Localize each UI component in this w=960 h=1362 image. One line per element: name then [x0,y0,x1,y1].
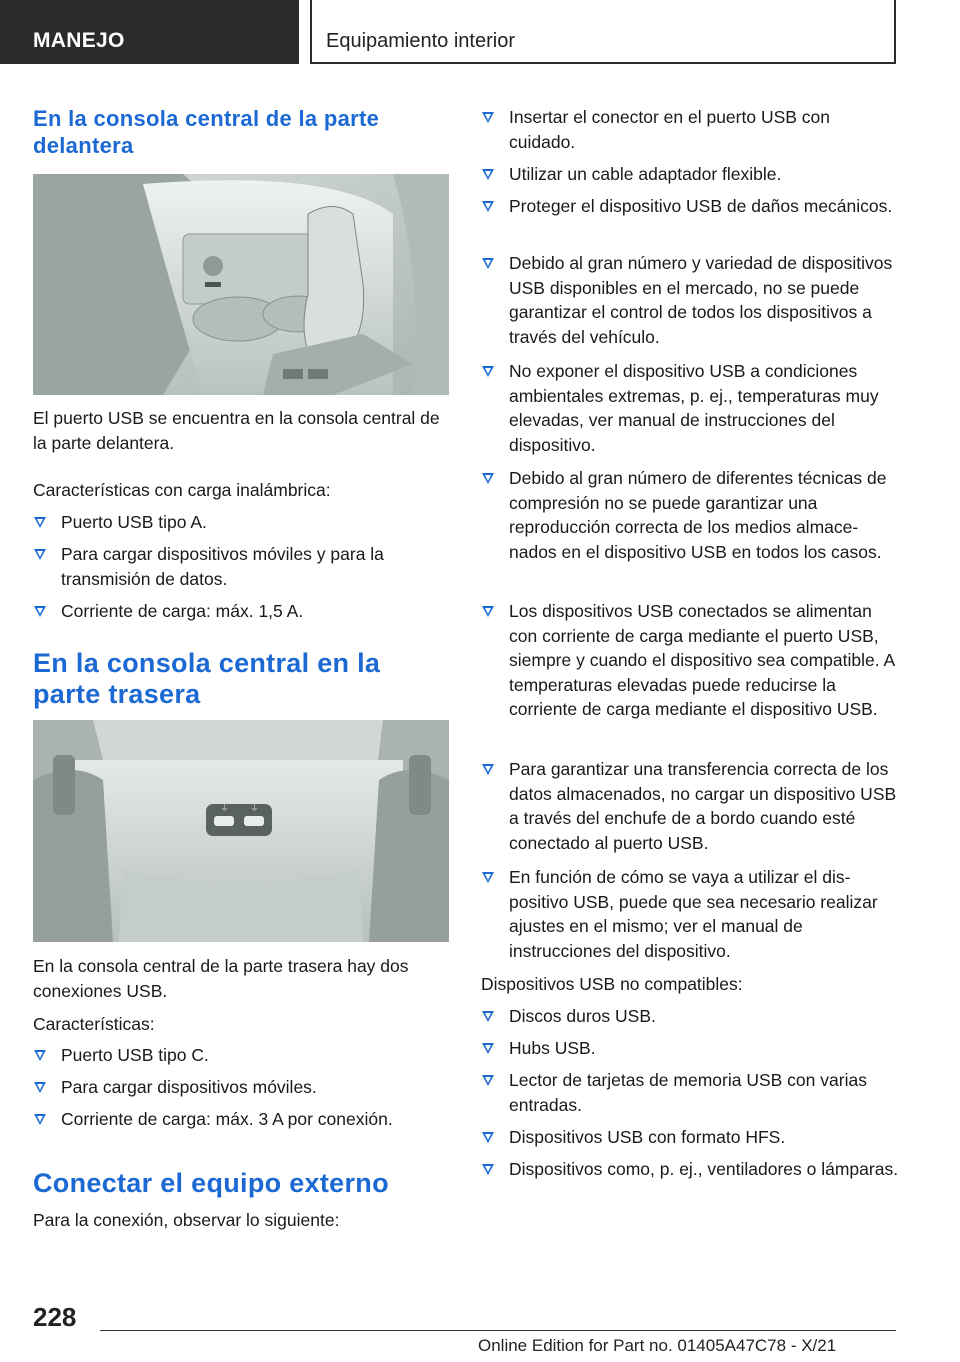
header-chapter-box [310,0,896,64]
list-item: Dispositivos como, p. ej., ventiladores o lámparas. [481,1157,899,1182]
bullet-triangle-icon [482,1075,494,1086]
footer-edition-text: Online Edition for Part no. 01405A47C78 - X/21 [478,1336,837,1355]
rear-console-drawing [33,720,449,942]
list-item: Discos duros USB. [481,1004,899,1029]
list-item: No exponer el dispositivo USB a condiciones ambientales extremas, p. ej., temperaturas muy elevadas, ver manual de instrucciones del dispositivo. [481,359,899,457]
list-item: En función de cómo se vaya a utilizar el dispositivo USB, puede que sea necesario realizar ajustes en el mismo; ver el manual de instrucciones del dispositivo. [481,865,899,963]
list-item: Hubs USB. [481,1036,899,1061]
bullet-triangle-icon [482,606,494,617]
list-item: Utilizar un cable adaptador flexible. [481,162,899,187]
connect-device-intro: Para la conexión, observar lo siguiente: [33,1210,340,1230]
rear-usb-heading: En la consola central en la parte trasera [33,648,381,709]
page-number: 228 [33,1302,77,1332]
svg-text:⏚: ⏚ [250,804,260,814]
bullet-triangle-icon [482,258,494,269]
list-item: Para cargar dispositivos móviles. [33,1075,449,1100]
list-item: Proteger el dispositivo USB de daños mecánicos. [481,194,899,219]
list-item: Debido al gran número de diferentes técnicas de compresión no se puede garantizar una reproducción correcta de los medios almacenados en el dispositivo USB en todos los casos. [481,466,899,564]
list-item: Puerto USB tipo C. [33,1043,449,1068]
list-item: Corriente de carga: máx. 1,5 A. [33,599,449,624]
bullet-triangle-icon [34,1082,46,1093]
bullet-triangle-icon [482,201,494,212]
header-chapter-label: Equipamiento interior [326,30,515,52]
svg-text:⏚: ⏚ [220,804,230,814]
bullet-triangle-icon [482,1043,494,1054]
bullet-triangle-icon [34,549,46,560]
header-section-tab [0,0,299,64]
bullet-triangle-icon [34,517,46,528]
list-item: Lector de tarjetas de memoria USB con varias entradas. [481,1068,899,1117]
bullet-triangle-icon [482,112,494,123]
footer-divider [100,1330,896,1331]
list-item: Insertar el conector en el puerto USB con cuidado. [481,105,899,154]
header-section-label: MANEJO [33,29,125,52]
front-console-drawing [33,174,449,395]
bullet-triangle-icon [34,606,46,617]
list-item: Para garantizar una transferencia correcta de los datos almacenados, no cargar un dispositivo USB a través del enchufe de a bordo cuando esté conectado al puerto USB. [481,757,899,855]
bullet-triangle-icon [34,1050,46,1061]
list-item: Los dispositivos USB conectados se alimentan con corriente de carga mediante el puerto USB, siempre y cuando el dispositivo sea compatible. A temperaturas elevadas puede reducirse la corriente de carga mediante el dispositivo USB. [481,599,899,722]
front-console-illustration [33,174,449,395]
list-item: Para cargar dispositivos móviles y para la transmisión de datos. [33,542,449,591]
list-item: Corriente de carga: máx. 3 A por conexión. [33,1107,449,1132]
bullet-triangle-icon [482,764,494,775]
front-features-intro: Características con carga inalámbrica: [33,480,331,500]
bullet-triangle-icon [482,1132,494,1143]
bullet-triangle-icon [482,872,494,883]
rear-features-intro: Características: [33,1014,155,1034]
rear-console-illustration [33,720,449,942]
bullet-triangle-icon [482,169,494,180]
list-item: Dispositivos USB con formato HFS. [481,1125,899,1150]
bullet-triangle-icon [482,1164,494,1175]
incompatible-devices-intro: Dispositivos USB no compatibles: [481,974,743,994]
connect-device-heading: Conectar el equipo externo [33,1168,389,1198]
front-usb-heading: En la consola central de la parte delantera [33,106,380,158]
bullet-triangle-icon [34,1114,46,1125]
bullet-triangle-icon [482,473,494,484]
rear-usb-location-text: En la consola central de la parte trasera hay dos conexiones USB. [33,956,409,1001]
front-usb-location-text: El puerto USB se encuentra en la consola central de la parte delantera. [33,408,440,453]
bullet-triangle-icon [482,1011,494,1022]
list-item: Debido al gran número y variedad de dispositivos USB disponibles en el mercado, no se puede garantizar el control de todos los dispositivos a través del vehículo. [481,251,899,349]
bullet-triangle-icon [482,366,494,377]
list-item: Puerto USB tipo A. [33,510,449,535]
